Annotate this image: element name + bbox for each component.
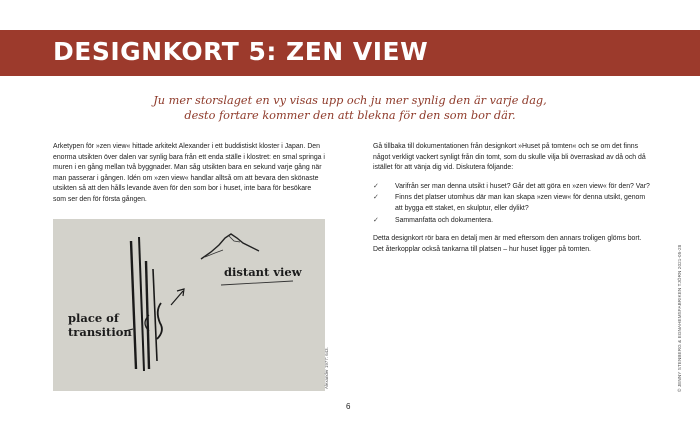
place-label-line-2: transition bbox=[68, 325, 132, 339]
checklist-item bbox=[373, 182, 653, 193]
page-title: DESIGNKORT 5: ZEN VIEW bbox=[53, 37, 429, 66]
zen-view-sketch bbox=[53, 219, 325, 391]
sketch-paper bbox=[53, 219, 325, 391]
checkmark-icon: ✓ bbox=[373, 194, 379, 202]
distant-view-label: distant view bbox=[224, 265, 302, 279]
place-label-line-1: place of bbox=[68, 311, 119, 325]
checklist-text: Finns det platser utomhus där man kan skapa »zen view« för denna utsikt, genom att bygga ett staket, en skulptur, eller dylikt? bbox=[395, 194, 646, 212]
checklist-item bbox=[373, 193, 653, 214]
left-column bbox=[53, 142, 325, 206]
quote-line-2: desto fortare kommer den att blekna för den som bor där. bbox=[184, 109, 516, 122]
sketch-drawing bbox=[53, 219, 325, 391]
title-banner bbox=[0, 30, 700, 76]
right-closing: Detta designkort rör bara en detalj men är med eftersom den annars troligen glöms bort. Det återkopplar också tankarna till platsen – hur huset ligger på tomten. bbox=[373, 235, 642, 253]
left-paragraph: Arketypen för »zen view« hittade arkitekt Alexander i ett buddistiskt kloster i Japan. Den enorma utsikten över dalen var synlig bara från ett enda ställe i klostret: en smal springa i muren i en gång mellan två byggnader. Man såg utsikten bara en sekund varje gång när man passerar i gången. Idén om »zen view« handlar alltså om att bevara den skönaste utsikten så att den hålls levande även för den som bor i huset, inte bara för besökare som ser den för första gången. bbox=[53, 143, 325, 203]
intro-quote bbox=[100, 93, 600, 123]
right-intro: Gå tillbaka till dokumentationen från designkort »Huset på tomten« och se om det finns något verkligt vackert synligt från din tomt, som du skulle vilja bli överraskad av då och då istället för att vänja dig vid. Diskutera följande: bbox=[373, 143, 646, 172]
copyright-note: © JENNY STENBERG & EGNAHEMSFABRIKEN TJÖRN 2021-05-28 bbox=[677, 244, 682, 392]
checkmark-icon: ✓ bbox=[373, 216, 379, 224]
page-number: 6 bbox=[346, 402, 351, 411]
quote-line-1: Ju mer storslaget en vy visas upp och ju mer synlig den är varje dag, bbox=[153, 94, 547, 107]
discussion-checklist bbox=[373, 182, 653, 226]
image-caption: Alexander 1977: 643. bbox=[324, 347, 329, 389]
checklist-text: Varifrån ser man denna utsikt i huset? Går det att göra en »zen view« för den? Var? bbox=[395, 182, 650, 190]
checkmark-icon: ✓ bbox=[373, 182, 379, 190]
right-column bbox=[373, 142, 653, 255]
checklist-item bbox=[373, 216, 653, 227]
place-of-transition-label bbox=[68, 311, 132, 339]
checklist-text: Sammanfatta och dokumentera. bbox=[395, 216, 494, 224]
